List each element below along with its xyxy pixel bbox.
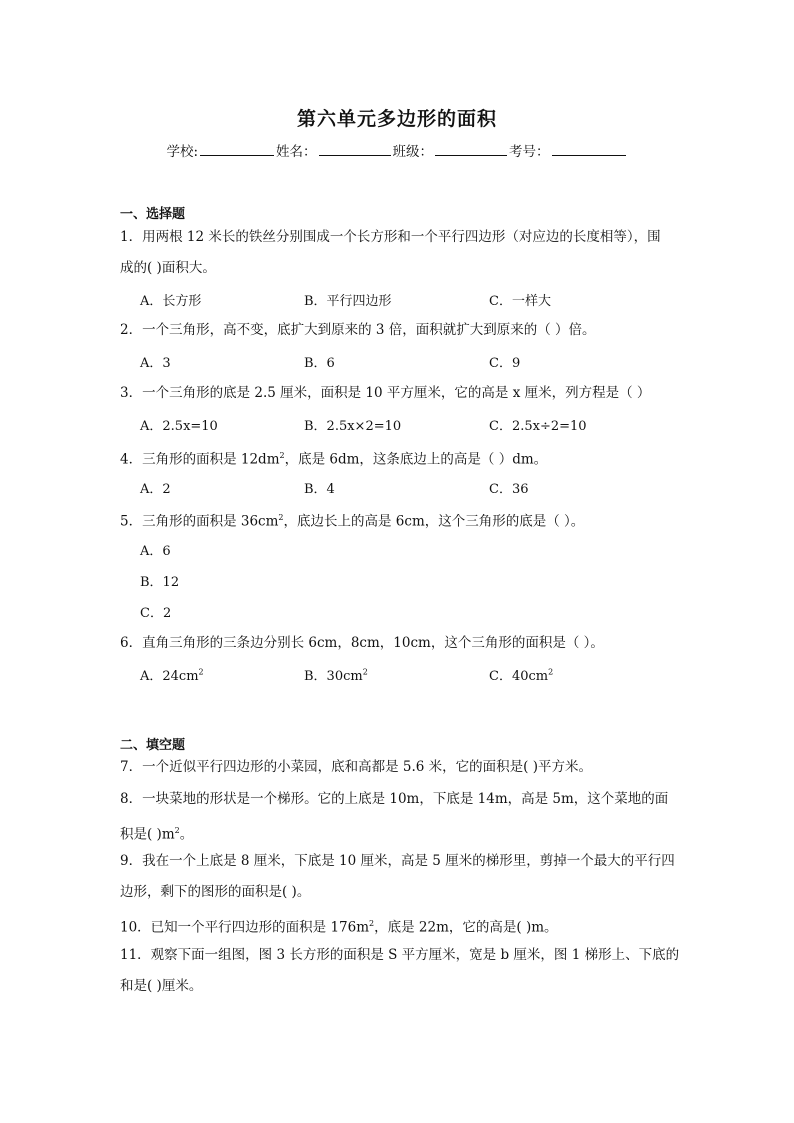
option-a[interactable]: A．长方形 bbox=[140, 294, 202, 309]
name-blank[interactable] bbox=[319, 154, 391, 156]
class-label: 班级： bbox=[392, 144, 434, 160]
page-title: 第六单元多边形的面积 bbox=[296, 108, 497, 130]
option-a[interactable]: A．2 bbox=[140, 482, 171, 497]
school-blank[interactable] bbox=[200, 154, 274, 156]
question-4-text-end: ，底是 6dm，这条底边上的高是（ ）dm。 bbox=[284, 451, 548, 468]
option-c[interactable]: C．2 bbox=[140, 606, 172, 621]
option-b[interactable] bbox=[304, 665, 368, 684]
question-4-options bbox=[140, 478, 700, 498]
question-9-line1: 9．我在一个上底是 8 厘米，下底是 10 厘米，高是 5 厘米的梯形里，剪掉一个最大的平行四 bbox=[120, 853, 675, 869]
superscript-2: 2 bbox=[548, 667, 554, 677]
question-1-line2: 成的( )面积大。 bbox=[120, 260, 216, 276]
exam-number-label: 考号： bbox=[509, 144, 550, 160]
question-1-line1: 1．用两根 12 米长的铁丝分别围成一个长方形和一个平行四边形（对应边的长度相等），围 bbox=[120, 229, 661, 245]
question-5-text-end: ，底边长上的高是 6cm，这个三角形的底是（ ）。 bbox=[283, 513, 585, 530]
question-7: 7．一个近似平行四边形的小菜园，底和高都是 5.6 米，它的面积是( )平方米。 bbox=[120, 759, 592, 775]
superscript-2: 2 bbox=[198, 667, 204, 677]
option-c[interactable]: C．2.5x÷2=10 bbox=[489, 419, 587, 434]
question-1-options bbox=[140, 290, 700, 310]
question-8-line2-start: 积是( )m bbox=[120, 826, 175, 843]
question-5-text-start: 5．三角形的面积是 36cm bbox=[120, 513, 279, 530]
question-2-options bbox=[140, 352, 700, 372]
question-8-line2-end: 。 bbox=[179, 826, 194, 843]
option-b[interactable]: B．12 bbox=[140, 575, 180, 590]
question-10-text-end: ，底是 22m，它的高是( )m。 bbox=[374, 919, 558, 936]
superscript-2: 2 bbox=[279, 451, 285, 460]
question-6: 6．直角三角形的三条边分别长 6cm，8cm，10cm，这个三角形的面积是（ ）。 bbox=[120, 635, 604, 651]
question-2: 2．一个三角形，高不变，底扩大到原来的 3 倍，面积就扩大到原来的（ ）倍。 bbox=[120, 322, 596, 338]
superscript-2: 2 bbox=[362, 667, 368, 677]
exam-number-blank[interactable] bbox=[552, 154, 626, 156]
school-label: 学校: bbox=[166, 144, 199, 160]
option-b-text: B．30cm bbox=[304, 669, 363, 684]
question-6-options bbox=[140, 665, 700, 685]
option-b[interactable]: B．平行四边形 bbox=[304, 294, 392, 309]
question-10-text-start: 10．已知一个平行四边形的面积是 176m bbox=[120, 919, 370, 936]
option-b[interactable]: B．2.5x×2=10 bbox=[304, 419, 402, 434]
question-11 bbox=[120, 940, 680, 1002]
question-5 bbox=[120, 508, 680, 532]
student-info-line bbox=[0, 140, 794, 160]
option-a[interactable]: A．3 bbox=[140, 356, 171, 371]
option-c[interactable]: C．9 bbox=[489, 356, 521, 371]
option-b[interactable]: B．4 bbox=[304, 482, 335, 497]
option-a[interactable] bbox=[140, 665, 204, 684]
superscript-2: 2 bbox=[278, 513, 284, 522]
section-heading-fill: 二、填空题 bbox=[120, 738, 186, 753]
option-a[interactable]: A．6 bbox=[140, 544, 171, 559]
option-b[interactable]: B．6 bbox=[304, 356, 335, 371]
option-c[interactable]: C．一样大 bbox=[489, 294, 551, 309]
question-10 bbox=[120, 914, 680, 938]
name-label: 姓名： bbox=[276, 144, 317, 160]
question-4-text-start: 4．三角形的面积是 12dm bbox=[120, 451, 280, 468]
question-11-line2: 和是( )厘米。 bbox=[120, 978, 203, 994]
question-9-line2: 边形，剩下的图形的面积是( )。 bbox=[120, 884, 311, 900]
option-c[interactable]: C．36 bbox=[489, 482, 529, 497]
section-heading-choice: 一、选择题 bbox=[120, 207, 186, 222]
superscript-2: 2 bbox=[174, 826, 180, 835]
option-a-text: A．24cm bbox=[140, 669, 199, 684]
option-a[interactable]: A．2.5x=10 bbox=[140, 419, 218, 434]
option-c-text: C．40cm bbox=[489, 669, 549, 684]
question-1 bbox=[120, 222, 680, 284]
question-3: 3．一个三角形的底是 2.5 厘米，面积是 10 平方厘米，它的高是 x 厘米，列方程是（ ） bbox=[120, 385, 651, 401]
question-11-line1: 11．观察下面一组图，图 3 长方形的面积是 S 平方厘米，宽是 b 厘米，图 1 梯形上、下底的 bbox=[120, 947, 680, 963]
question-8-line1: 8．一块菜地的形状是一个梯形。它的上底是 10m，下底是 14m，高是 5m，这个菜地的面 bbox=[120, 791, 669, 807]
question-9 bbox=[120, 846, 680, 908]
question-3-options bbox=[140, 415, 700, 435]
option-c[interactable] bbox=[489, 665, 553, 684]
question-4 bbox=[120, 446, 680, 470]
question-8 bbox=[120, 784, 680, 851]
superscript-2: 2 bbox=[369, 919, 375, 928]
class-blank[interactable] bbox=[435, 154, 507, 156]
